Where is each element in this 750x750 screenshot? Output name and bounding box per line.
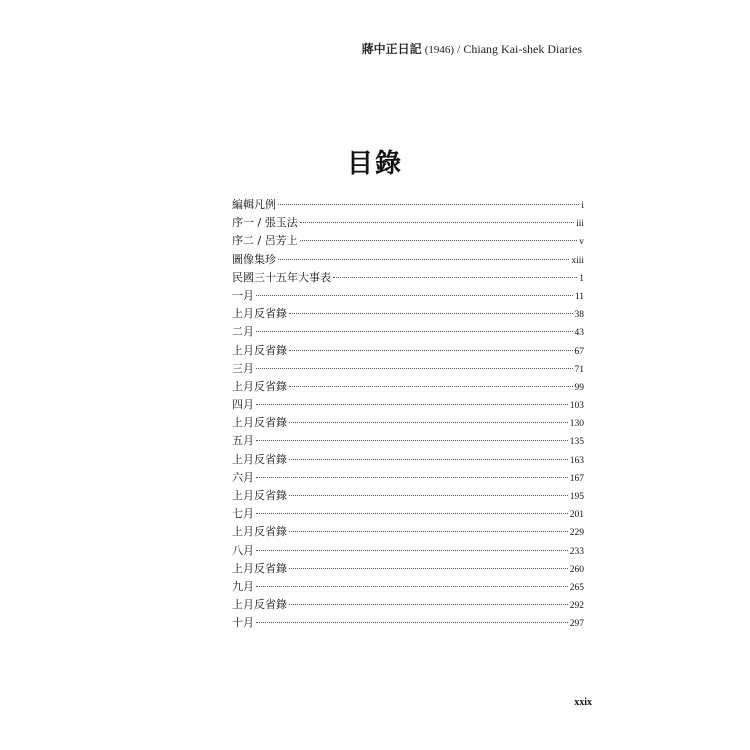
toc-entry xyxy=(232,360,584,378)
toc-leader-dots xyxy=(289,421,568,423)
toc-leader-dots xyxy=(278,203,579,205)
toc-entry-page: 163 xyxy=(569,455,584,466)
toc-entry-page: 195 xyxy=(569,492,584,502)
toc-entry xyxy=(232,505,584,523)
toc-entry xyxy=(232,232,584,250)
toc-leader-dots xyxy=(278,258,569,260)
toc-entry xyxy=(232,396,584,414)
toc-entry-page: v xyxy=(579,237,584,248)
page-number: xxix xyxy=(574,697,592,708)
toc-leader-dots xyxy=(256,549,568,551)
toc-leader-dots xyxy=(256,330,573,332)
toc-entry-page: 71 xyxy=(574,364,584,375)
toc-entry xyxy=(232,578,584,596)
toc-entry-page: iii xyxy=(576,219,584,230)
toc-entry-label: 五月 xyxy=(232,434,254,448)
toc-leader-dots xyxy=(256,621,568,623)
toc-leader-dots xyxy=(256,294,573,296)
toc-entry xyxy=(232,542,584,560)
table-of-contents xyxy=(232,196,584,633)
toc-entry-page: 103 xyxy=(569,401,584,412)
toc-entry xyxy=(232,305,584,323)
toc-entry-label: 上月反省錄 xyxy=(232,525,287,539)
toc-entry xyxy=(232,560,584,578)
toc-leader-dots xyxy=(289,385,573,387)
toc-entry-label: 序二 / 呂芳上 xyxy=(232,234,298,248)
toc-entry-label: 上月反省錄 xyxy=(232,307,287,321)
toc-leader-dots xyxy=(256,585,568,587)
toc-entry-label: 民國三十五年大事表 xyxy=(232,270,331,284)
toc-entry-label: 上月反省錄 xyxy=(232,416,287,430)
toc-entry-label: 上月反省錄 xyxy=(232,379,287,393)
toc-entry xyxy=(232,196,584,214)
toc-entry-page: 135 xyxy=(569,437,584,448)
toc-entry-page: 99 xyxy=(574,382,584,393)
toc-leader-dots xyxy=(300,239,578,241)
toc-entry xyxy=(232,596,584,614)
toc-entry-label: 上月反省錄 xyxy=(232,489,287,502)
toc-entry-label: 九月 xyxy=(232,579,254,593)
toc-entry xyxy=(232,451,584,469)
toc-entry-label: 圖像集珍 xyxy=(232,252,276,266)
toc-entry-label: 八月 xyxy=(232,543,254,557)
toc-entry-label: 序一 / 張玉法 xyxy=(232,216,298,230)
toc-entry-page: 297 xyxy=(569,619,584,630)
toc-entry-label: 一月 xyxy=(232,288,254,302)
toc-entry xyxy=(232,614,584,632)
toc-entry-label: 上月反省錄 xyxy=(232,561,287,575)
toc-entry-page: 130 xyxy=(569,419,584,430)
toc-leader-dots xyxy=(289,312,573,314)
toc-leader-dots xyxy=(333,276,577,278)
toc-entry xyxy=(232,469,584,487)
toc-entry-page: i xyxy=(581,201,584,211)
toc-entry xyxy=(232,251,584,269)
toc-entry-label: 六月 xyxy=(232,470,254,484)
toc-entry-label: 十月 xyxy=(232,616,254,630)
toc-entry-page: 11 xyxy=(574,291,584,302)
toc-leader-dots xyxy=(300,221,574,223)
toc-entry xyxy=(232,287,584,305)
running-header xyxy=(362,40,582,57)
toc-entry xyxy=(232,269,584,287)
toc-entry-page: 167 xyxy=(569,473,584,484)
toc-entry-label: 編輯凡例 xyxy=(232,198,276,211)
toc-leader-dots xyxy=(256,403,568,405)
toc-leader-dots xyxy=(256,367,573,369)
toc-entry-page: 201 xyxy=(569,510,584,521)
toc-entry-label: 上月反省錄 xyxy=(232,598,287,612)
toc-entry xyxy=(232,323,584,341)
toc-entry-label: 二月 xyxy=(232,325,254,339)
toc-entry xyxy=(232,523,584,541)
toc-title: 目錄 xyxy=(346,149,403,179)
toc-leader-dots xyxy=(289,349,573,351)
toc-entry-page: 265 xyxy=(569,582,584,593)
toc-entry-page: 292 xyxy=(569,601,584,612)
toc-entry xyxy=(232,342,584,360)
toc-leader-dots xyxy=(289,458,568,460)
toc-leader-dots xyxy=(289,530,568,532)
toc-entry-page: 38 xyxy=(574,310,584,321)
toc-entry xyxy=(232,214,584,232)
toc-entry xyxy=(232,378,584,396)
toc-entry-label: 上月反省錄 xyxy=(232,343,287,357)
toc-entry-page: 233 xyxy=(569,546,584,557)
toc-entry-page: 43 xyxy=(574,328,584,339)
toc-entry-page: xiii xyxy=(571,255,584,266)
toc-leader-dots xyxy=(289,603,568,605)
header-year: (1946) xyxy=(424,44,455,56)
header-title-english: Chiang Kai-shek Diaries xyxy=(463,42,582,56)
toc-entry-label: 七月 xyxy=(232,507,254,521)
toc-entry xyxy=(232,432,584,450)
header-title-chinese: 蔣中正日記 xyxy=(361,42,422,56)
toc-entry xyxy=(232,487,584,505)
toc-leader-dots xyxy=(289,494,568,496)
toc-entry xyxy=(232,414,584,432)
toc-leader-dots xyxy=(256,439,568,441)
toc-entry-label: 三月 xyxy=(232,361,254,375)
toc-entry-page: 260 xyxy=(569,564,584,575)
toc-entry-label: 上月反省錄 xyxy=(232,452,287,466)
toc-entry-label: 四月 xyxy=(232,398,254,412)
toc-entry-page: 229 xyxy=(569,528,584,539)
toc-entry-page: 1 xyxy=(579,273,584,284)
toc-leader-dots xyxy=(256,512,568,514)
toc-entry-page: 67 xyxy=(574,346,584,357)
header-separator: / xyxy=(457,42,464,56)
toc-leader-dots xyxy=(289,567,568,569)
toc-leader-dots xyxy=(256,476,568,478)
